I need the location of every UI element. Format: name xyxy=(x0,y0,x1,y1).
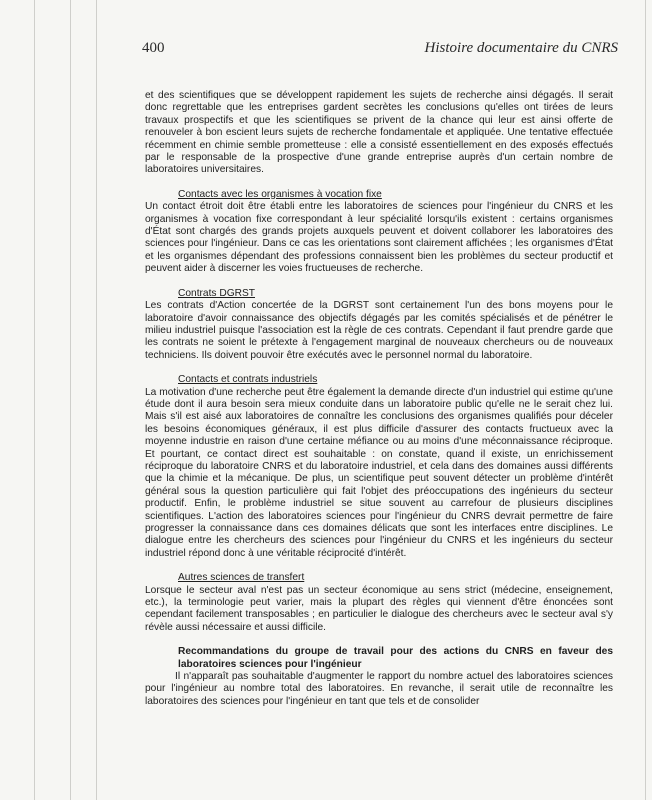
section-heading: Contrats DGRST xyxy=(178,287,255,299)
section-paragraph: Les contrats d'Action concertée de la DGRST sont certainement l'un des bons moyens pour le laboratoire d'avoir connaissance des objectifs dégagés par les comités spécialisés et de pénétrer le milieu industriel puisque l'association est la règle de ces contrats. Cependant il faut prendre garde que les contrats ne soient le prétexte à l'engagement marginal de nouveaux chercheurs ou de nouveaux techniciens. Ils doivent pouvoir être exécutés avec le personnel normal du laboratoire. xyxy=(145,300,613,361)
section-autres-sciences xyxy=(145,572,613,634)
recommendations-heading: Recommandations du groupe de travail pour des actions du CNRS en faveur des laboratoires sciences pour l'ingénieur xyxy=(178,646,613,670)
page-edge-line xyxy=(645,0,646,800)
page-header xyxy=(142,40,618,60)
intro-paragraph: et des scientifiques que se développent rapidement les sujets de recherche ainsi dégagés. Il serait donc regrettable que les entreprises gardent secrètes les conclusions qu'elles ont tirées de leurs travaux prospectifs et que les scientifiques se privent de la chance qui leur est ainsi offerte de renouveler à bon escient leurs sujets de recherche fondamentale et appliquée. Une tentative effectuée récemment en chimie semble prometteuse : elle a consisté essentiellement en des exposés effectués par le responsable de la prospective d'une grande entreprise auprès d'un certain nombre de laboratoires universitaires. xyxy=(145,90,613,176)
recommendations-paragraph: Il n'apparaît pas souhaitable d'augmenter le rapport du nombre actuel des laboratoires sciences pour l'ingénieur au nombre total des laboratoires. En revanche, il serait utile de reconnaître les laboratoires des sciences pour l'ingénieur en tant que tels et de consolider xyxy=(145,671,613,707)
section-contacts-organismes xyxy=(145,189,613,276)
section-recommandations xyxy=(145,646,613,708)
page-number: 400 xyxy=(142,40,165,56)
section-heading: Contacts avec les organismes à vocation fixe xyxy=(178,188,382,200)
page-body xyxy=(145,90,613,708)
page-edge-line xyxy=(70,0,71,800)
running-title: Histoire documentaire du CNRS xyxy=(424,40,618,56)
section-paragraph: Un contact étroit doit être établi entre les laboratoires de sciences pour l'ingénieur du CNRS et les organismes à vocation fixe correspondant à leur spécialité lorsqu'ils existent : certains organismes d'État sont chargés des grands projets auxquels peuvent et doivent collaborer les laboratoires des sciences pour l'ingénieur. Dans ce cas les orientations sont clairement affichées ; les organismes d'État et les organismes dépendant des professions connaissent bien les problèmes du secteur productif et peuvent aider à discerner les voies fructueuses de recherche. xyxy=(145,201,613,275)
section-contacts-industriels xyxy=(145,374,613,560)
section-paragraph: Lorsque le secteur aval n'est pas un secteur économique au sens strict (médecine, enseignement, etc.), la terminologie peut varier, mais la plupart des règles qui viennent d'être énoncées sont cependant facilement transposables ; en particulier le dialogue des chercheurs avec le secteur aval s'y révèle aussi nécessaire et aussi difficile. xyxy=(145,584,613,633)
section-paragraph: La motivation d'une recherche peut être également la demande directe d'un industriel qui estime qu'une étude dont il aura besoin sera mieux conduite dans un laboratoire public qu'elle ne le serait chez lui. Mais s'il est aisé aux laboratoires de connaître les conclusions des organismes qualifiés pour déceler les besoins économiques généraux, il est plus difficile d'assurer des contacts fructueux avec la moyenne industrie en raison d'une certaine méfiance ou au moins d'une méconnaissance réciproque. Et pourtant, ce contact direct est souhaitable : on constate, quand il existe, un enrichissement réciproque du laboratoire CNRS et du laboratoire industriel, et cela dans des domaines aussi différents que la chimie et la mécanique. De plus, un scientifique peut souvent détecter un problème d'intérêt général sous la question particulière qui fait l'objet des préoccupations des ingénieurs du secteur productif. Enfin, le problème industriel se situe souvent au carrefour de plusieurs disciplines scientifiques. L'action des laboratoires sciences pour l'ingénieur du CNRS devrait permettre de faire progresser la connaissance dans ces domaines délicats que sont les interfaces entre disciplines. Le dialogue entre les chercheurs des sciences pour l'ingénieur du CNRS et les ingénieurs du secteur industriel répond donc à une véritable réciprocité d'intérêt. xyxy=(145,386,613,559)
page-edge-line xyxy=(34,0,35,800)
section-heading: Contacts et contrats industriels xyxy=(178,374,318,386)
page-edge-line xyxy=(96,0,97,800)
section-heading: Autres sciences de transfert xyxy=(178,572,305,584)
section-contrats-dgrst xyxy=(145,288,613,362)
